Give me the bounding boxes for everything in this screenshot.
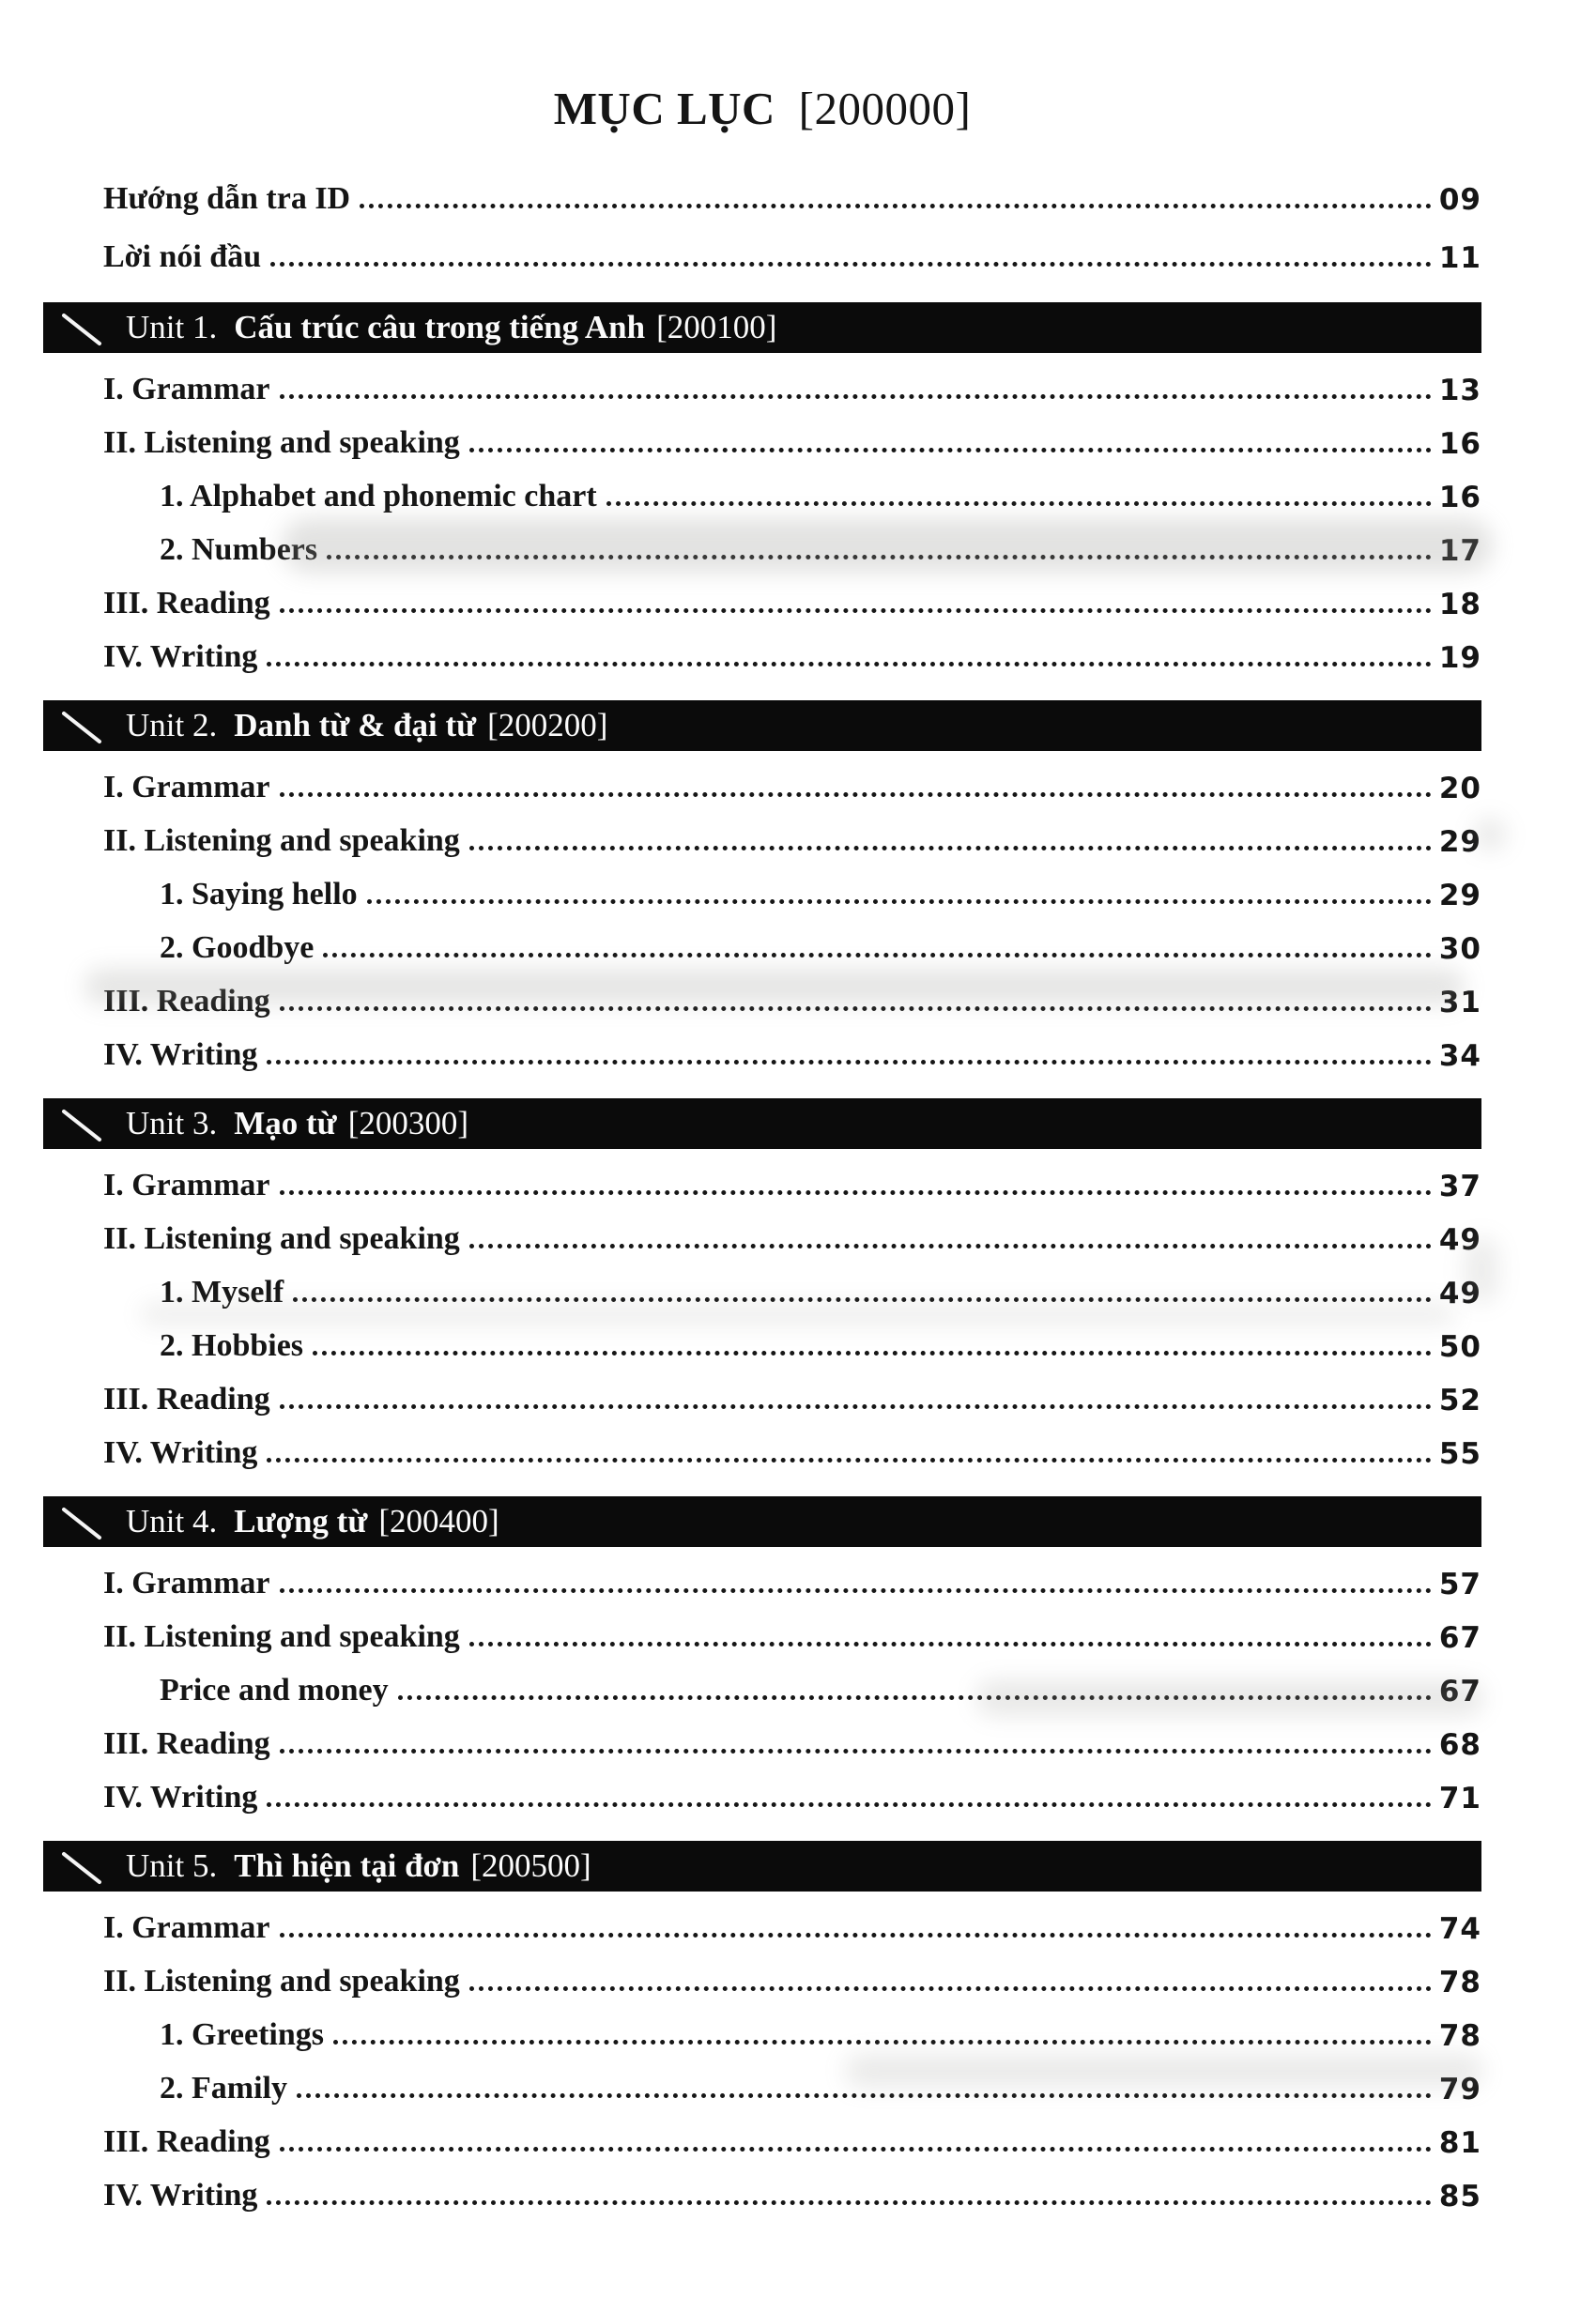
page-number: 13	[1438, 374, 1481, 408]
toc-row	[43, 1028, 1481, 1081]
toc-row-label: 1. Saying hello	[160, 877, 358, 912]
page-number: 31	[1438, 986, 1481, 1020]
units-list	[43, 302, 1481, 2222]
unit-title: Cấu trúc câu trong tiếng Anh	[234, 309, 646, 345]
toc-row-label: II. Listening and speaking	[103, 1619, 460, 1655]
page-number: 52	[1438, 1384, 1481, 1418]
dot-leader	[333, 2040, 1432, 2045]
dot-leader	[280, 608, 1432, 613]
toc-row	[43, 362, 1481, 416]
toc-row	[43, 1954, 1481, 2008]
toc-row-label: III. Reading	[103, 1382, 270, 1417]
unit-header	[43, 1841, 1481, 1892]
page-number: 16	[1438, 427, 1481, 462]
toc-row-label: II. Listening and speaking	[103, 425, 460, 461]
pen-stroke-icon	[56, 1846, 109, 1888]
dot-leader	[367, 899, 1432, 904]
page-number: 85	[1438, 2180, 1481, 2214]
dot-leader	[469, 448, 1432, 452]
page-number: 68	[1438, 1728, 1481, 1763]
dot-leader	[267, 1458, 1431, 1463]
page-number: 49	[1438, 1223, 1481, 1258]
dot-leader	[267, 1060, 1431, 1065]
page-number: 09	[1438, 183, 1481, 218]
toc-row	[43, 760, 1481, 814]
toc-row-label: II. Listening and speaking	[103, 1964, 460, 1999]
toc-row	[43, 1372, 1481, 1426]
page-title-text: MỤC LỤC	[553, 83, 775, 134]
pen-stroke-icon	[56, 1502, 109, 1543]
unit-label: Unit 4.	[126, 1503, 218, 1539]
toc-row-label: 1. Greetings	[160, 2017, 325, 2053]
toc-row-label: I. Grammar	[103, 1910, 270, 1946]
dot-leader	[267, 662, 1431, 666]
unit-section	[43, 1496, 1481, 1824]
page-number: 29	[1438, 879, 1481, 913]
pen-stroke-icon	[56, 308, 109, 349]
page-title	[43, 81, 1481, 137]
scan-smudge	[84, 969, 1465, 1004]
dot-leader	[280, 1749, 1432, 1754]
dot-leader	[469, 1244, 1432, 1248]
toc-row	[43, 921, 1481, 974]
toc-row	[43, 2115, 1481, 2168]
unit-header	[43, 1098, 1481, 1149]
toc-row-label: Price and money	[160, 1673, 389, 1708]
dot-leader	[469, 1642, 1432, 1647]
toc-row-label: 2. Hobbies	[160, 1328, 304, 1364]
page-number: 71	[1438, 1782, 1481, 1816]
dot-leader	[280, 1190, 1432, 1195]
toc-row-label: I. Grammar	[103, 1566, 270, 1601]
dot-leader	[469, 1986, 1432, 1991]
front-matter-row	[43, 169, 1481, 227]
unit-header	[43, 700, 1481, 751]
toc-row	[43, 1610, 1481, 1663]
unit-code: [200100]	[656, 309, 777, 345]
unit-header	[43, 302, 1481, 353]
unit-section	[43, 1841, 1481, 2222]
dot-leader	[293, 1297, 1432, 1302]
toc-row-label: IV. Writing	[103, 1435, 258, 1471]
dot-leader	[323, 953, 1432, 957]
toc-row	[43, 630, 1481, 683]
scan-smudge	[1474, 819, 1506, 850]
page-number: 30	[1438, 932, 1481, 967]
toc-row	[43, 1717, 1481, 1770]
toc-row	[43, 1426, 1481, 1479]
unit-section	[43, 700, 1481, 1081]
toc-row-label: 1. Myself	[160, 1275, 284, 1310]
dot-leader	[360, 204, 1432, 208]
page-number: 34	[1438, 1039, 1481, 1074]
page-number: 18	[1438, 588, 1481, 622]
toc-row-label: III. Reading	[103, 1726, 270, 1762]
dot-leader	[280, 1006, 1432, 1011]
toc-row-label: IV. Writing	[103, 1780, 258, 1815]
page-number: 37	[1438, 1170, 1481, 1204]
dot-leader	[280, 394, 1432, 399]
dot-leader	[280, 2147, 1432, 2152]
toc-row	[43, 576, 1481, 630]
scan-smudge	[282, 518, 1493, 573]
page-number: 17	[1438, 534, 1481, 569]
toc-row-label: 2. Numbers	[160, 532, 318, 568]
toc-row	[43, 2168, 1481, 2222]
page-number: 78	[1438, 1966, 1481, 2000]
unit-label: Unit 1.	[126, 309, 218, 345]
unit-label: Unit 5.	[126, 1847, 218, 1884]
toc-row	[43, 416, 1481, 469]
scan-smudge	[976, 1680, 1483, 1716]
dot-leader	[267, 2200, 1431, 2205]
pen-stroke-icon	[56, 706, 109, 747]
toc-row-label: 1. Alphabet and phonemic chart	[160, 479, 597, 514]
page-number: 67	[1438, 1621, 1481, 1656]
dot-leader	[313, 1351, 1432, 1356]
toc-row	[43, 1319, 1481, 1372]
unit-title: Danh từ & đại từ	[234, 707, 477, 743]
toc-row	[43, 1901, 1481, 1954]
toc-row-label: 2. Family	[160, 2071, 287, 2106]
page-number: 81	[1438, 2126, 1481, 2161]
unit-code: [200500]	[470, 1847, 591, 1884]
toc-row	[43, 1556, 1481, 1610]
toc-row-label: I. Grammar	[103, 770, 270, 805]
toc-row-label: III. Reading	[103, 984, 270, 1019]
toc-row	[43, 1212, 1481, 1265]
toc-row	[43, 1770, 1481, 1824]
toc-row-label: I. Grammar	[103, 1168, 270, 1203]
toc-row	[43, 469, 1481, 523]
toc-row-label: IV. Writing	[103, 1037, 258, 1073]
toc-row	[43, 867, 1481, 921]
page-number: 55	[1438, 1437, 1481, 1472]
toc-row	[43, 814, 1481, 867]
page-number: 74	[1438, 1912, 1481, 1947]
front-matter-row-label: Hướng dẫn tra ID	[103, 181, 351, 217]
dot-leader	[297, 2093, 1432, 2098]
scan-smudge	[141, 1303, 1455, 1325]
toc-row-label: IV. Writing	[103, 2178, 258, 2213]
toc-row-label: III. Reading	[103, 586, 270, 621]
page-number: 11	[1438, 241, 1481, 276]
front-matter-row-label: Lời nói đầu	[103, 239, 262, 275]
unit-header	[43, 1496, 1481, 1547]
toc-row	[43, 1158, 1481, 1212]
scan-smudge	[1465, 1237, 1498, 1303]
dot-leader	[267, 1802, 1431, 1807]
toc-row-label: II. Listening and speaking	[103, 823, 460, 859]
toc-row-label: 2. Goodbye	[160, 930, 315, 966]
unit-title: Lượng từ	[234, 1503, 368, 1539]
page-number: 29	[1438, 825, 1481, 860]
page-number: 67	[1438, 1675, 1481, 1709]
unit-label: Unit 3.	[126, 1105, 218, 1141]
unit-section	[43, 1098, 1481, 1479]
dot-leader	[280, 1404, 1432, 1409]
dot-leader	[270, 262, 1432, 267]
unit-title: Mạo từ	[234, 1105, 337, 1141]
pen-stroke-icon	[56, 1104, 109, 1145]
page-number: 49	[1438, 1277, 1481, 1311]
dot-leader	[280, 1933, 1432, 1938]
unit-code: [200400]	[378, 1503, 499, 1539]
toc-row-label: I. Grammar	[103, 372, 270, 407]
unit-code: [200300]	[347, 1105, 468, 1141]
page-number: 20	[1438, 772, 1481, 806]
toc-row-label: III. Reading	[103, 2124, 270, 2160]
front-matter-row	[43, 227, 1481, 285]
toc-row-label: II. Listening and speaking	[103, 1221, 460, 1257]
dot-leader	[469, 846, 1432, 850]
unit-label: Unit 2.	[126, 707, 218, 743]
dot-leader	[606, 501, 1432, 506]
unit-title: Thì hiện tại đơn	[234, 1847, 460, 1884]
page-number: 50	[1438, 1330, 1481, 1365]
unit-section	[43, 302, 1481, 683]
front-matter-list	[43, 169, 1481, 285]
toc-row-label: IV. Writing	[103, 639, 258, 675]
dot-leader	[280, 1588, 1432, 1593]
page-number: 57	[1438, 1568, 1481, 1602]
page-number: 78	[1438, 2019, 1481, 2054]
toc-content	[43, 81, 1481, 2222]
page-title-code: [200000]	[798, 83, 972, 134]
page-number: 79	[1438, 2073, 1481, 2107]
page-number: 19	[1438, 641, 1481, 676]
scan-smudge	[845, 2054, 1483, 2088]
unit-code: [200200]	[487, 707, 608, 743]
dot-leader	[280, 792, 1432, 797]
page-number: 16	[1438, 481, 1481, 515]
